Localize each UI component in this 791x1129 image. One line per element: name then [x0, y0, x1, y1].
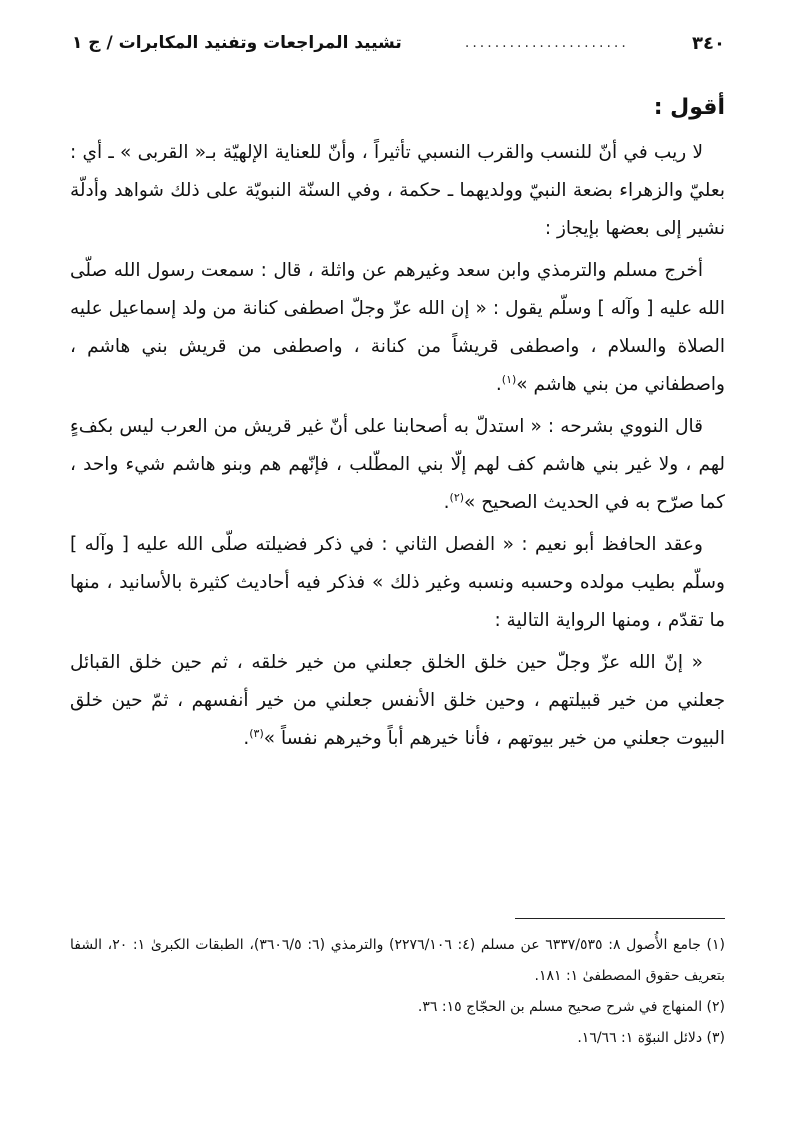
paragraph-muslim-hadith: أخرج مسلم والترمذي وابن سعد وغيرهم عن واثلة ، قال : سمعت رسول الله صلّى الله عليه [ وآله ] وسلّم يقول : « إن الله عزّ وجلّ اصطفى كنانة من ولد إسماعيل عليه الصلاة والسلام ، واصطفى قريشاً من كنانة ، واصطفى من قريش بني هاشم ، واصطفاني من بني هاشم »$^{(١)}$. — [70, 260, 725, 395]
paragraph-nawawi: قال النووي بشرحه : « استدلّ به أصحابنا على أنّ غير قريش من العرب ليس بكفءٍ لهم ، ولا غير بني هاشم كف لهم إلّا بني المطّلب ، فإنّهم هم وبنو هاشم شيء واحد ، كما صرّح به في الحديث الصحيح »$^{(٢)}$. — [70, 416, 725, 513]
main-text — [70, 88, 725, 758]
footnote-divider — [515, 918, 725, 919]
paragraph-text: « إنّ الله عزّ وجلّ حين خلق الخلق جعلني من خير خلقه ، ثم حين خلق القبائل جعلني من خير قبيلتهم ، وحين خلق الأنفس جعلني من خير أنفسهم ، ثمّ حين خلق البيوت جعلني من خير بيوتهم ، فأنا خيرهم أباً وخيرهم نفساً » — [70, 652, 725, 749]
footnote-ref-1[interactable]: (١) — [501, 372, 517, 386]
footnote-2: (٢) المنهاج في شرح صحيح مسلم بن الحجّاج ١٥: ٣٦. — [417, 999, 725, 1015]
footnote-ref-2[interactable]: (٢) — [449, 490, 465, 504]
footnote-ref-3[interactable]: (٣) — [249, 726, 264, 740]
paragraph-intro — [70, 134, 725, 248]
header-dot-leader: ...................... — [464, 35, 629, 51]
footnote-3: (٣) دلائل النبوّة ١: ١٦/٦٦. — [577, 1030, 725, 1046]
paragraph-text: قال النووي بشرحه : « استدلّ به أصحابنا على أنّ غير قريش من العرب ليس بكفءٍ لهم ، ولا غير بني هاشم كف لهم إلّا بني المطّلب ، فإنّهم هم وبنو هاشم شيء واحد ، كما صرّح به في الحديث الصحيح » — [70, 416, 725, 513]
book-title: تشييد المراجعات وتفنيد المكابرات / ج ١ — [72, 33, 402, 53]
running-header — [72, 28, 725, 58]
page-number: ٣٤٠ — [692, 32, 725, 54]
paragraph-text: لا ريب في أنّ للنسب والقرب النسبي تأثيراً ، وأنّ للعناية الإلهيّة بـ« القربى » ـ أي : بعليّ والزهراء بضعة النبيّ وولديهما ـ حكمة ، وفي السنّة النبويّة على ذلك شواهد وأدلّة نشير إلى بعضها بإيجاز : — [70, 142, 725, 239]
paragraph-abu-nuaym — [70, 526, 725, 640]
footnotes — [70, 930, 725, 1054]
paragraph-text: أخرج مسلم والترمذي وابن سعد وغيرهم عن واثلة ، قال : سمعت رسول الله صلّى الله عليه [ وآله ] وسلّم يقول : « إن الله عزّ وجلّ اصطفى كنانة من ولد إسماعيل عليه الصلاة والسلام ، واصطفى قريشاً من كنانة ، واصطفى من قريش بني هاشم ، واصطفاني من بني هاشم » — [70, 260, 725, 395]
section-heading: أقول : — [653, 95, 725, 120]
paragraph-hadith-quote: « إنّ الله عزّ وجلّ حين خلق الخلق جعلني من خير خلقه ، ثم حين خلق القبائل جعلني من خير قبيلتهم ، وحين خلق الأنفس جعلني من خير أنفسهم ، ثمّ حين خلق البيوت جعلني من خير بيوتهم ، فأنا خيرهم أباً وخيرهم نفساً »$^{(٣)}$. — [70, 652, 725, 749]
footnote-1: (١) جامع الأُصول ٨: ٦٣٣٧/٥٣٥ عن مسلم (٤: ٢٢٧٦/١٠٦) والترمذي (٦: ٣٦٠٦/٥)، الطبقات الكبرىٰ ١: ٢٠، الشفا بتعريف حقوق المصطفىٰ ١: ١٨١. — [70, 937, 725, 984]
paragraph-text: وعقد الحافظ أبو نعيم : « الفصل الثاني : في ذكر فضيلته صلّى الله عليه [ وآله ] وسلّم بطيب مولده وحسبه ونسبه وغير ذلك » فذكر فيه أحاديث كثيرة بالأسانيد ، منها ما تقدّم ، ومنها الرواية التالية : — [70, 534, 725, 631]
